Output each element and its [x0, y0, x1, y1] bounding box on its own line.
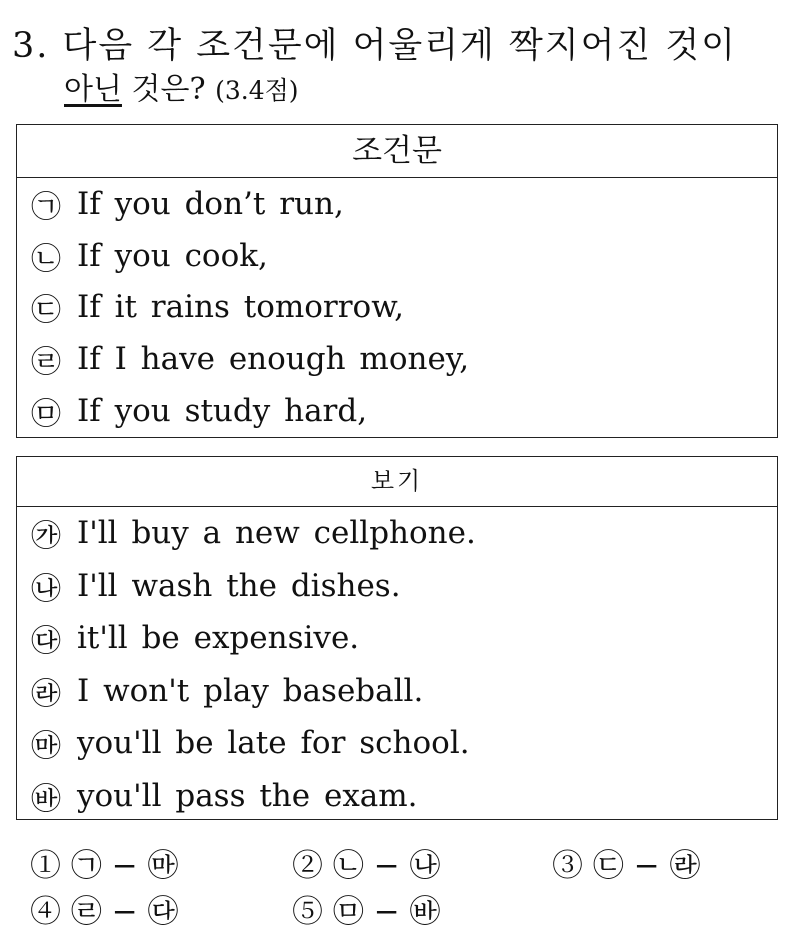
choice-label: ②	[292, 848, 323, 884]
example-item	[17, 612, 777, 665]
condition-item	[17, 385, 777, 437]
example-text: you'll pass the exam.	[77, 777, 418, 814]
question-header	[12, 22, 782, 111]
condition-marker: ㉢	[31, 293, 61, 329]
choice-label: ⑤	[292, 894, 323, 930]
example-text: I'll wash the dishes.	[77, 567, 401, 604]
choice-pair: ㉠ − ㉲	[70, 848, 179, 884]
example-text: I won't play baseball.	[77, 672, 424, 709]
answer-choice-2[interactable]	[292, 840, 441, 885]
question-prompt-rest: 것은?	[121, 72, 206, 107]
conditions-header: 조건문	[17, 125, 777, 178]
choice-label: ③	[552, 848, 583, 884]
condition-text: If I have enough money,	[77, 341, 470, 378]
choice-pair: ㉤ − ㉳	[332, 894, 441, 930]
condition-text: If you cook,	[77, 237, 268, 274]
example-item	[17, 717, 777, 770]
choice-pair: ㉣ − ㉰	[70, 894, 179, 930]
question-prompt: 다음 각 조건문에 어울리게 짝지어진 것이	[62, 26, 737, 66]
examples-box	[16, 456, 778, 820]
answer-choice-1[interactable]	[30, 840, 179, 885]
choice-pair: ㉡ − ㉯	[332, 848, 441, 884]
answer-choice-3[interactable]	[552, 840, 701, 885]
question-points: (3.4점)	[215, 76, 299, 105]
condition-item	[17, 333, 777, 385]
example-text: you'll be late for school.	[77, 725, 470, 762]
example-item	[17, 665, 777, 718]
example-item	[17, 507, 777, 560]
condition-item	[17, 230, 777, 282]
example-marker: ㉯	[31, 571, 61, 607]
condition-marker: ㉡	[31, 241, 61, 277]
choice-label: ①	[30, 848, 61, 884]
answer-choice-4[interactable]	[30, 886, 179, 931]
example-item	[17, 560, 777, 613]
choice-label: ④	[30, 894, 61, 930]
condition-text: If you study hard,	[77, 393, 368, 430]
condition-marker: ㉠	[31, 189, 61, 225]
condition-marker: ㉣	[31, 345, 61, 381]
question-line-2	[12, 70, 782, 111]
example-marker: ㉮	[31, 519, 61, 555]
condition-text: If you don’t run,	[77, 185, 344, 222]
answer-choice-5[interactable]	[292, 886, 441, 931]
example-marker: ㉲	[31, 729, 61, 765]
condition-marker: ㉤	[31, 397, 61, 433]
example-marker: ㉱	[31, 676, 61, 712]
condition-text: If it rains tomorrow,	[77, 289, 404, 326]
example-marker: ㉳	[31, 781, 61, 817]
condition-item	[17, 178, 777, 230]
example-text: it'll be expensive.	[77, 620, 360, 657]
condition-item	[17, 282, 777, 334]
question-emphasis: 아닌	[64, 72, 122, 107]
example-text: I'll buy a new cellphone.	[77, 515, 476, 552]
example-item	[17, 770, 777, 823]
question-line-1	[12, 22, 782, 70]
question-number: 3.	[12, 26, 50, 66]
examples-header: 보기	[17, 457, 777, 507]
conditions-box	[16, 124, 778, 438]
example-marker: ㉰	[31, 624, 61, 660]
choice-pair: ㉢ − ㉱	[592, 848, 701, 884]
